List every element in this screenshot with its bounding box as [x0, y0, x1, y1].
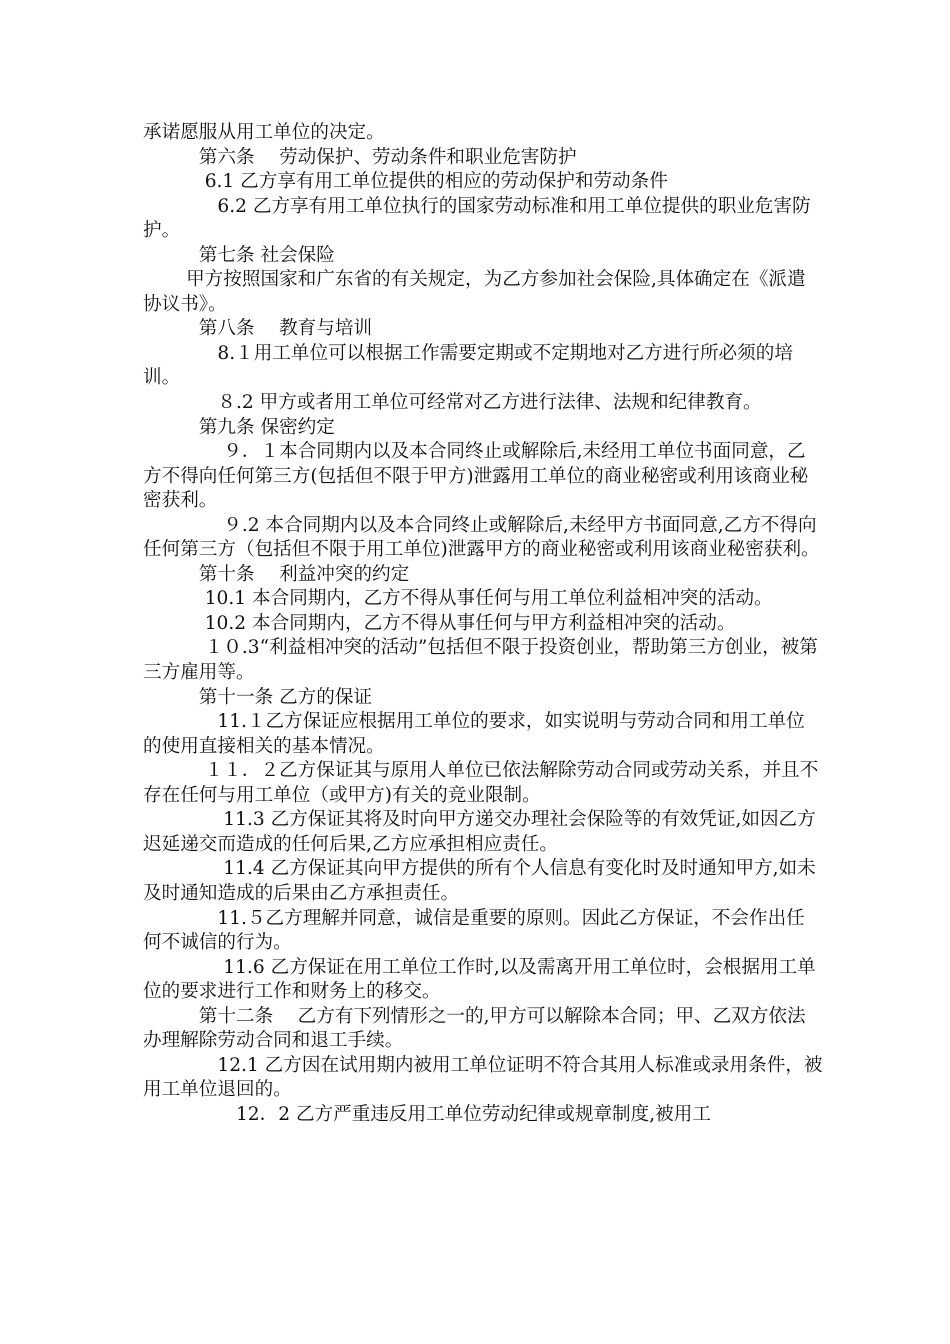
clause-9-2: ９.2 本合同期内以及本合同终止或解除后,未经甲方书面同意,乙方不得向任何第三方（包括但不限于用工单位)泄露甲方的商业秘密或利用该商业秘密获利。 [143, 514, 820, 561]
article-12-heading: 第十二条 乙方有下列情形之一的,甲方可以解除本合同；甲、乙双方依法办理解除劳动合同和退工手续。 [143, 1005, 806, 1052]
clause-8-1: 8.１用工单位可以根据工作需要定期或不定期地对乙方进行所必须的培训。 [143, 342, 793, 389]
article-9-heading: 第九条 保密约定 [143, 416, 335, 438]
clause-8-2: ８.2 甲方或者用工单位可经常对乙方进行法律、法规和纪律教育。 [143, 392, 762, 414]
article-8-heading: 第八条 教育与培训 [143, 318, 373, 340]
clause-11-4: 11.4 乙方保证其向甲方提供的所有个人信息有变化时及时通知甲方,如未及时通知造成的后果由乙方承担责任。 [143, 858, 816, 904]
clause-11-6: 11.6 乙方保证在用工单位工作时,以及需离开用工单位时，会根据用工单位的要求进行工作和财务上的移交。 [143, 956, 816, 1003]
clause-12-1: 12.1 乙方因在试用期内被用工单位证明不符合其用人标准或录用条件，被用工单位退回的。 [143, 1054, 823, 1101]
article-7-heading: 第七条 社会保险 [143, 244, 335, 266]
contract-body [143, 121, 823, 1127]
article-10-heading: 第十条 利益冲突的约定 [143, 563, 410, 585]
clause-10-3: １０.3“利益相冲突的活动”包括但不限于投资创业，帮助第三方创业，被第三方雇用等。 [143, 637, 818, 684]
clause-10-2: 10.2 本合同期内，乙方不得从事任何与甲方利益相冲突的活动。 [143, 612, 736, 634]
article-11-heading: 第十一条 乙方的保证 [143, 686, 373, 708]
clause-11-2: １１．２乙方保证其与原用人单位已依法解除劳动合同或劳动关系，并且不存在任何与用工单位（或甲方)有关的竞业限制。 [143, 760, 819, 806]
clause-6-2: 6.2 乙方享有用工单位执行的国家劳动标准和用工单位提供的职业危害防护。 [143, 195, 811, 242]
clause-9-1: ９．１本合同期内以及本合同终止或解除后,未经用工单位书面同意，乙方不得向任何第三方(包括但不限于甲方)泄露用工单位的商业秘密或利用该商业秘密获利。 [143, 441, 809, 512]
clause-11-3: 11.3 乙方保证其将及时向甲方递交办理社会保险等的有效凭证,如因乙方迟延递交而造成的任何后果,乙方应承担相应责任。 [143, 809, 816, 855]
clause-6-1: 6.1 乙方享有用工单位提供的相应的劳动保护和劳动条件 [143, 171, 668, 193]
clause-10-1: 10.1 本合同期内，乙方不得从事任何与用工单位利益相冲突的活动。 [143, 588, 773, 610]
paragraph: 承诺愿服从用工单位的决定。 [143, 122, 385, 143]
clause-11-1: 11.１乙方保证应根据用工单位的要求，如实说明与劳动合同和用工单位的使用直接相关的基本情况。 [143, 711, 805, 757]
clause-12-2: 12．2 乙方严重违反用工单位劳动纪律或规章制度,被用工 [143, 1103, 711, 1125]
clause-11-5: 11.５乙方理解并同意，诚信是重要的原则。因此乙方保证，不会作出任何不诚信的行为。 [143, 907, 805, 954]
article-6-heading: 第六条 劳动保护、劳动条件和职业危害防护 [143, 146, 577, 168]
article-7-body: 甲方按照国家和广东省的有关规定，为乙方参加社会保险,具体确定在《派遣协议书》。 [143, 269, 806, 315]
